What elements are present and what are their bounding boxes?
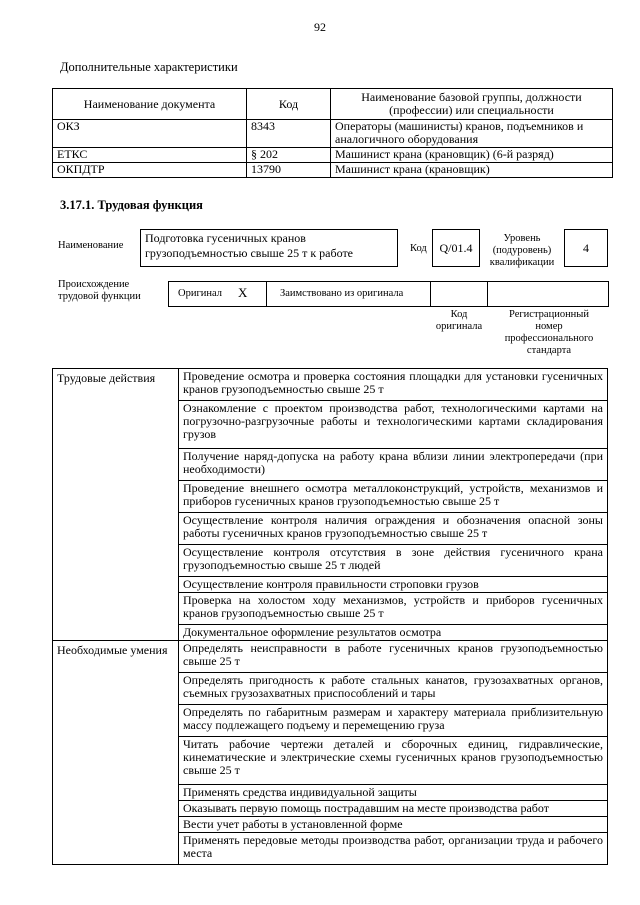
origin-divider xyxy=(487,281,488,307)
section-item: Проведение внешнего осмотра металлоконструкций, устройств, механизмов и приборов гусеничных кранов грузоподъемностью свыше 25 т xyxy=(179,481,608,513)
doc-name-cell: ОКЗ xyxy=(53,120,247,148)
additional-table xyxy=(52,88,613,178)
header-doc-name: Наименование документа xyxy=(53,89,247,120)
page-number: 92 xyxy=(314,20,326,34)
table-row xyxy=(53,369,608,401)
level-value-box: 4 xyxy=(564,229,608,267)
origin-label: Происхождение трудовой функции xyxy=(58,279,141,302)
reg-number-label: Регистрационный номер профессионального стандарта xyxy=(504,309,594,356)
section-title: Трудовые действия xyxy=(53,369,179,641)
code-cell: 13790 xyxy=(247,163,331,178)
section-item: Осуществление контроля отсутствия в зоне действия гусеничного крана грузоподъемностью свыше 25 т людей xyxy=(179,545,608,577)
original-mark: X xyxy=(238,285,248,300)
code-cell: 8343 xyxy=(247,120,331,148)
origin-divider xyxy=(266,281,267,307)
section-item: Документальное оформление результатов осмотра xyxy=(179,625,608,641)
section-item: Применять средства индивидуальной защиты xyxy=(179,785,608,801)
section-item: Осуществление контроля наличия ограждения и обозначения опасной зоны работы гусеничных кранов грузоподъемностью свыше 25 т xyxy=(179,513,608,545)
section-item: Осуществление контроля правильности строповки грузов xyxy=(179,577,608,593)
table-row xyxy=(53,148,613,163)
group-name-cell: Операторы (машинисты) кранов, подъемников и аналогичного оборудования xyxy=(331,120,613,148)
code-label: Код xyxy=(410,243,427,254)
section-item: Оказывать первую помощь пострадавшим на месте производства работ xyxy=(179,801,608,817)
original-code-label: Код оригинала xyxy=(435,309,483,332)
section-item: Получение наряд-допуска на работу крана вблизи линии электропередачи (при необходимости) xyxy=(179,449,608,481)
group-name-cell: Машинист крана (крановщик) (6-й разряд) xyxy=(331,148,613,163)
section-item: Вести учет работы в установленной форме xyxy=(179,817,608,833)
table-row xyxy=(53,641,608,673)
level-label: Уровень (подуровень) квалификации xyxy=(489,233,555,268)
code-cell: § 202 xyxy=(247,148,331,163)
section-title: Необходимые умения xyxy=(53,641,179,865)
section-item: Ознакомление с проектом производства работ, технологическими картами на погрузочно-разгрузочные работы и технологическими картами складирования грузов xyxy=(179,401,608,449)
original-label: Оригинал xyxy=(178,288,222,299)
borrowed-label: Заимствовано из оригинала xyxy=(280,288,404,299)
doc-name-cell: ЕТКС xyxy=(53,148,247,163)
function-name-box: Подготовка гусеничных кранов грузоподъемностью свыше 25 т к работе xyxy=(140,229,398,267)
section-item: Применять передовые методы производства работ, организации труда и рабочего места xyxy=(179,833,608,865)
function-heading: 3.17.1. Трудовая функция xyxy=(60,198,203,212)
section-item: Проверка на холостом ходу механизмов, устройств и приборов гусеничных кранов грузоподъемностью свыше 25 т xyxy=(179,593,608,625)
table-row xyxy=(53,120,613,148)
doc-name-cell: ОКПДТР xyxy=(53,163,247,178)
origin-divider xyxy=(430,281,431,307)
header-group-name: Наименование базовой группы, должности (профессии) или специальности xyxy=(331,89,613,120)
section-item: Определять пригодность к работе стальных канатов, грузозахватных органов, съемных грузозахватных приспособлений и тары xyxy=(179,673,608,705)
section-item: Проведение осмотра и проверка состояния площадки для установки гусеничных кранов грузоподъемностью свыше 25 т xyxy=(179,369,608,401)
section-item: Определять по габаритным размерам и характеру материала приблизительную массу подлежащего подъему и перемещению груза xyxy=(179,705,608,737)
table-row xyxy=(53,163,613,178)
section-item: Читать рабочие чертежи деталей и сборочных единиц, гидравлические, кинематические и электрические схемы гусеничных кранов грузоподъемностью свыше 25 т xyxy=(179,737,608,785)
function-code-box: Q/01.4 xyxy=(432,229,480,267)
additional-heading: Дополнительные характеристики xyxy=(60,60,238,74)
group-name-cell: Машинист крана (крановщик) xyxy=(331,163,613,178)
name-label: Наименование xyxy=(58,240,124,251)
header-code: Код xyxy=(247,89,331,120)
function-details-table xyxy=(52,368,608,865)
section-item: Определять неисправности в работе гусеничных кранов грузоподъемностью свыше 25 т xyxy=(179,641,608,673)
additional-table-header xyxy=(53,89,613,120)
